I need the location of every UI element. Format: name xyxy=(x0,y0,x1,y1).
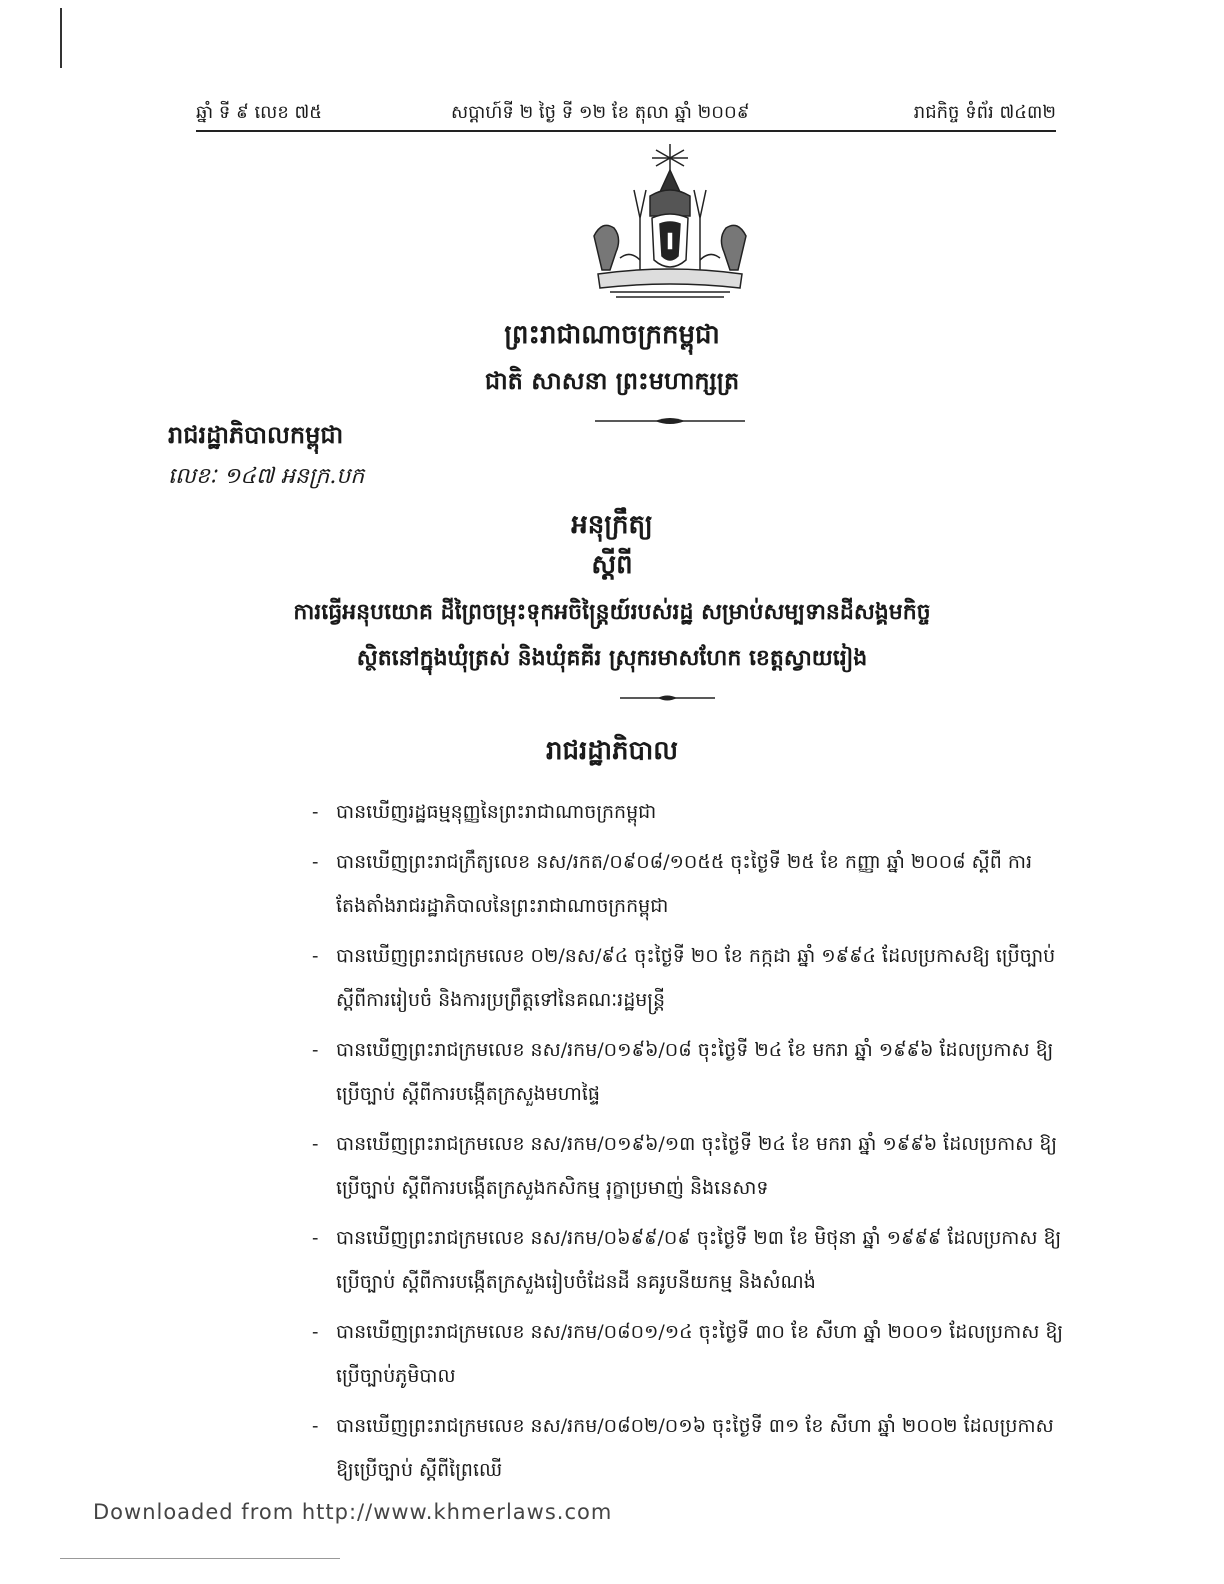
list-dash: - xyxy=(312,851,319,873)
document-type: អនុក្រឹត្យ xyxy=(571,510,653,540)
document-number: លេខៈ ១៤៧ អនក្រ.បក xyxy=(168,464,365,489)
list-dash: - xyxy=(312,1321,319,1343)
issuer-heading: រាជរដ្ឋាភិបាល xyxy=(545,736,679,766)
royal-coat-of-arms-icon xyxy=(580,140,760,302)
list-item xyxy=(312,1122,1072,1210)
list-dash: - xyxy=(312,1039,319,1061)
list-dash: - xyxy=(312,1133,319,1155)
list-item-text: បានឃើញព្រះរាជក្រមលេខ នស/រកម/០៦៩៩/០៩ ចុះថ្ងៃទី ២៣ ខែ មិថុនា ឆ្នាំ ១៩៩៩ ដែលប្រកាស ឱ្យប្រើច្បាប់ ស្តីពីការបង្កើតក្រសួងរៀបចំដែនដី នគរូបនីយកម្ម និងសំណង់ xyxy=(336,1227,1062,1293)
gazette-issue: ឆ្នាំ ទី ៩ លេខ ៧៥ xyxy=(196,102,322,123)
list-dash: - xyxy=(312,945,319,967)
list-dash: - xyxy=(312,801,319,823)
ornamental-divider xyxy=(595,415,745,427)
gazette-page: រាជកិច្ច ទំព័រ ៧៤៣២ xyxy=(913,102,1056,123)
footer-rule xyxy=(60,1558,340,1559)
list-item xyxy=(312,1028,1072,1116)
list-item xyxy=(312,1310,1072,1398)
list-item xyxy=(312,790,1072,834)
gazette-header xyxy=(196,100,1056,128)
issuing-government: រាជរដ្ឋាភិបាលកម្ពុជា xyxy=(168,420,344,449)
national-motto: ជាតិ សាសនា ព្រះមហាក្សត្រ xyxy=(484,366,740,395)
ornamental-divider xyxy=(620,692,715,704)
header-rule xyxy=(196,130,1056,132)
gazette-date: សប្តាហ៍ទី ២ ថ្ងៃ ទី ១២ ខែ តុលា ឆ្នាំ ២០០៩ xyxy=(451,102,750,123)
concerning-label: ស្តីពី xyxy=(591,550,633,580)
list-item-text: បានឃើញព្រះរាជក្រមលេខ ០២/នស/៩៤ ចុះថ្ងៃទី ២០ ខែ កក្កដា ឆ្នាំ ១៩៩៤ ដែលប្រកាសឱ្យ ប្រើច្បាប់ ស្តីពីការរៀបចំ និងការប្រព្រឹត្តទៅនៃគណៈរដ្ឋមន្ត្រី xyxy=(336,945,1056,1011)
list-item xyxy=(312,1404,1072,1492)
list-item-text: បានឃើញព្រះរាជក្រមលេខ នស/រកម/០៨០២/០១៦ ចុះថ្ងៃទី ៣១ ខែ សីហា ឆ្នាំ ២០០២ ដែលប្រកាស ឱ្យប្រើច្បាប់ ស្តីពីព្រៃឈើ xyxy=(336,1415,1054,1481)
list-item-text: បានឃើញព្រះរាជក្រមលេខ នស/រកម/០១៩៦/០៨ ចុះថ្ងៃទី ២៤ ខែ មករា ឆ្នាំ ១៩៩៦ ដែលប្រកាស ឱ្យប្រើច្បាប់ ស្តីពីការបង្កើតក្រសួងមហាផ្ទៃ xyxy=(336,1039,1054,1105)
list-item xyxy=(312,934,1072,1022)
list-item-text: បានឃើញរដ្ឋធម្មនុញ្ញនៃព្រះរាជាណាចក្រកម្ពុជា xyxy=(336,801,657,823)
list-item-text: បានឃើញព្រះរាជក្រឹត្យលេខ នស/រកត/០៩០៨/១០៥៥ ចុះថ្ងៃទី ២៥ ខែ កញ្ញា ឆ្នាំ ២០០៨ ស្តីពី ការតែងតាំងរាជរដ្ឋាភិបាលនៃព្រះរាជាណាចក្រកម្ពុជា xyxy=(336,851,1032,917)
kingdom-title: ព្រះរាជាណាចក្រកម្ពុជា xyxy=(504,320,720,350)
subject-line-1: ការធ្វើអនុបយោគ ដីព្រៃចម្រុះទុកអចិន្ត្រៃយ៍របស់រដ្ឋ សម្រាប់សម្បទានដីសង្គមកិច្ច xyxy=(293,599,931,625)
list-item-text: បានឃើញព្រះរាជក្រមលេខ នស/រកម/០១៩៦/១៣ ចុះថ្ងៃទី ២៤ ខែ មករា ឆ្នាំ ១៩៩៦ ដែលប្រកាស ឱ្យប្រើច្បាប់ ស្តីពីការបង្កើតក្រសួងកសិកម្ម រុក្ខាប្រមាញ់ និងនេសាទ xyxy=(336,1133,1058,1199)
list-item xyxy=(312,840,1072,928)
subject-line-2: ស្ថិតនៅក្នុងឃុំត្រស់ និងឃុំគគីរ ស្រុករមាសហែក ខេត្តស្វាយរៀង xyxy=(356,645,868,671)
considerations-list xyxy=(312,790,1072,1498)
list-dash: - xyxy=(312,1415,319,1437)
list-item-text: បានឃើញព្រះរាជក្រមលេខ នស/រកម/០៨០១/១៤ ចុះថ្ងៃទី ៣០ ខែ សីហា ឆ្នាំ ២០០១ ដែលប្រកាស ឱ្យប្រើច្បាប់ភូមិបាល xyxy=(336,1321,1064,1387)
list-item xyxy=(312,1216,1072,1304)
list-dash: - xyxy=(312,1227,319,1249)
download-footer: Downloaded from http://www.khmerlaws.com xyxy=(93,1500,613,1524)
margin-mark xyxy=(60,8,62,68)
